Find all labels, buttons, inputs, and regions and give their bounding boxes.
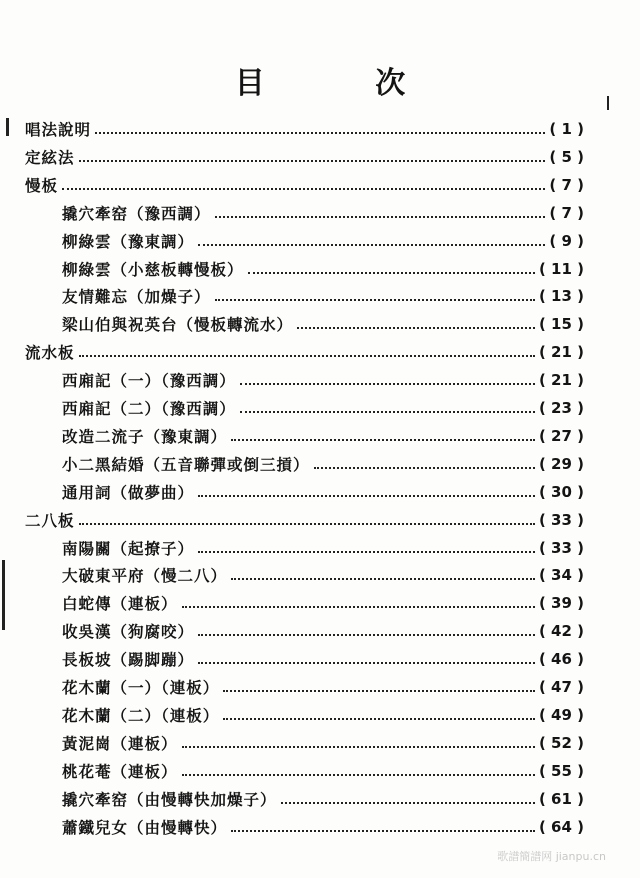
toc-entry-title: 花木蘭（一）（連板） — [62, 678, 220, 697]
toc-entry — [62, 450, 584, 478]
dot-leader — [248, 270, 535, 274]
toc-entry-title: 西廂記（一）（豫西調） — [62, 371, 236, 391]
toc-entry-title: 唱法說明 — [25, 120, 92, 139]
toc-entry-page: ( 64 ) — [538, 817, 584, 836]
dot-leader — [79, 521, 535, 525]
toc-entry-title: 收吳漢（狗腐咬） — [62, 622, 195, 642]
toc-entry — [62, 255, 584, 283]
toc-entry-page: ( 42 ) — [538, 622, 584, 641]
toc-entry-page: ( 15 ) — [538, 315, 584, 334]
toc-entry-page: ( 55 ) — [538, 761, 584, 780]
toc-entry-page: ( 9 ) — [549, 231, 584, 250]
toc-entry-page: ( 46 ) — [538, 650, 584, 669]
dot-leader — [215, 297, 535, 301]
toc-entry-page: ( 52 ) — [538, 733, 584, 752]
dot-leader — [198, 242, 545, 246]
toc-entry-page: ( 1 ) — [549, 120, 584, 138]
margin-tick-mark — [607, 96, 609, 110]
dot-leader — [182, 744, 535, 748]
toc-entry-title: 梁山伯與祝英台（慢板轉流水） — [62, 315, 294, 335]
toc-entry — [62, 785, 584, 813]
toc-entry — [62, 813, 584, 841]
toc-entry-title: 流水板 — [25, 343, 75, 363]
dot-leader — [240, 381, 535, 385]
dot-leader — [198, 549, 535, 553]
toc-entry-page: ( 23 ) — [538, 399, 584, 417]
toc-entry-page: ( 34 ) — [538, 566, 584, 585]
toc-entry — [62, 310, 584, 338]
toc-entry-page: ( 21 ) — [538, 343, 584, 362]
toc-entry-title: 小二黑結婚（五音聯彈或倒三摃） — [62, 454, 310, 474]
toc-entry — [62, 757, 584, 785]
toc-entry-title: 黃泥崗（連板） — [62, 733, 178, 753]
dot-leader — [62, 186, 545, 190]
dot-leader — [314, 465, 535, 469]
toc-entry — [62, 478, 584, 506]
margin-tick-mark — [6, 118, 9, 136]
toc-entry-title: 友情難忘（加燥子） — [62, 287, 211, 307]
toc-entry-page: ( 7 ) — [549, 203, 584, 222]
toc-entry — [25, 506, 584, 534]
toc-entry-page: ( 33 ) — [538, 510, 584, 529]
toc-entry-page: ( 29 ) — [538, 454, 584, 473]
toc-entry-title: 大破東平府（慢二八） — [62, 566, 228, 586]
toc-entry-page: ( 61 ) — [538, 789, 584, 808]
toc-entry-title: 柳綠雲（小慈板轉慢板） — [62, 259, 244, 279]
dot-leader — [198, 493, 535, 497]
toc-entry-title: 通用詞（做夢曲） — [62, 482, 195, 502]
toc-entry — [62, 589, 584, 617]
toc-entry-title: 長板坡（踢脚蹦） — [62, 650, 195, 670]
toc-entry — [62, 199, 584, 227]
toc-entry — [62, 227, 584, 255]
toc-entry — [62, 673, 584, 701]
dot-leader — [223, 688, 535, 692]
dot-leader — [182, 604, 535, 608]
toc-entry — [62, 534, 584, 562]
toc-entry — [62, 282, 584, 310]
dot-leader — [231, 576, 535, 580]
toc-entry-title: 桃花菴（連板） — [62, 761, 178, 781]
dot-leader — [182, 772, 535, 776]
toc-entry-title: 撬穴牽窑（由慢轉快加燥子） — [62, 789, 277, 809]
toc-entry — [62, 561, 584, 589]
dot-leader — [198, 632, 535, 636]
toc-entry-title: 蕭鐵兒女（由慢轉快） — [62, 817, 228, 837]
toc-entry — [62, 394, 584, 422]
dot-leader — [240, 409, 535, 413]
toc-entry — [62, 729, 584, 757]
dot-leader — [215, 214, 546, 218]
page-title: 目 次 — [234, 66, 456, 101]
toc-entry-title: 改造二流子（豫東調） — [62, 426, 228, 446]
toc-entry-page: ( 11 ) — [538, 259, 584, 278]
dot-leader — [79, 158, 546, 162]
toc-entry-title: 定絃法 — [25, 147, 75, 167]
toc-entry — [62, 366, 584, 394]
dot-leader — [95, 130, 545, 134]
toc-entry-title: 花木蘭（二）（連板） — [62, 705, 220, 725]
toc-entry-page: ( 33 ) — [538, 538, 584, 557]
watermark: 歌譜簡譜网 jianpu.cn — [497, 850, 606, 863]
toc-entry-page: ( 13 ) — [538, 287, 584, 306]
dot-leader — [231, 437, 535, 441]
toc-entry-title: 柳綠雲（豫東調） — [62, 231, 195, 251]
margin-tick-mark — [2, 560, 5, 630]
dot-leader — [281, 800, 535, 804]
toc-entry — [25, 338, 584, 366]
toc-entry-page: ( 21 ) — [538, 371, 584, 390]
toc-entry — [25, 115, 584, 143]
toc-entry-page: ( 30 ) — [538, 482, 584, 501]
toc-entry-page: ( 5 ) — [549, 147, 584, 166]
toc-entry — [25, 143, 584, 171]
toc-entry-title: 二八板 — [25, 510, 75, 530]
toc-entry — [62, 617, 584, 645]
dot-leader — [198, 660, 535, 664]
toc-entry-page: ( 47 ) — [538, 678, 584, 696]
toc-entry-page: ( 49 ) — [538, 705, 584, 724]
toc-entry-title: 慢板 — [25, 175, 59, 195]
dot-leader — [231, 828, 535, 832]
toc-entry — [62, 701, 584, 729]
dot-leader — [79, 353, 535, 357]
toc-entry-title: 南陽關（起撩子） — [62, 538, 195, 558]
toc-entry-page: ( 7 ) — [549, 175, 584, 194]
toc-entry — [62, 422, 584, 450]
toc-entry-page: ( 27 ) — [538, 426, 584, 445]
toc-entry — [25, 171, 584, 199]
toc-entry-page: ( 39 ) — [538, 594, 584, 613]
toc-entry-title: 撬穴牽窑（豫西調） — [62, 203, 211, 223]
dot-leader — [223, 716, 535, 720]
toc-entry — [62, 645, 584, 673]
toc-entry-title: 白蛇傳（連板） — [62, 594, 178, 614]
toc-entry-title: 西廂記（二）（豫西調） — [62, 399, 236, 418]
dot-leader — [297, 325, 535, 329]
